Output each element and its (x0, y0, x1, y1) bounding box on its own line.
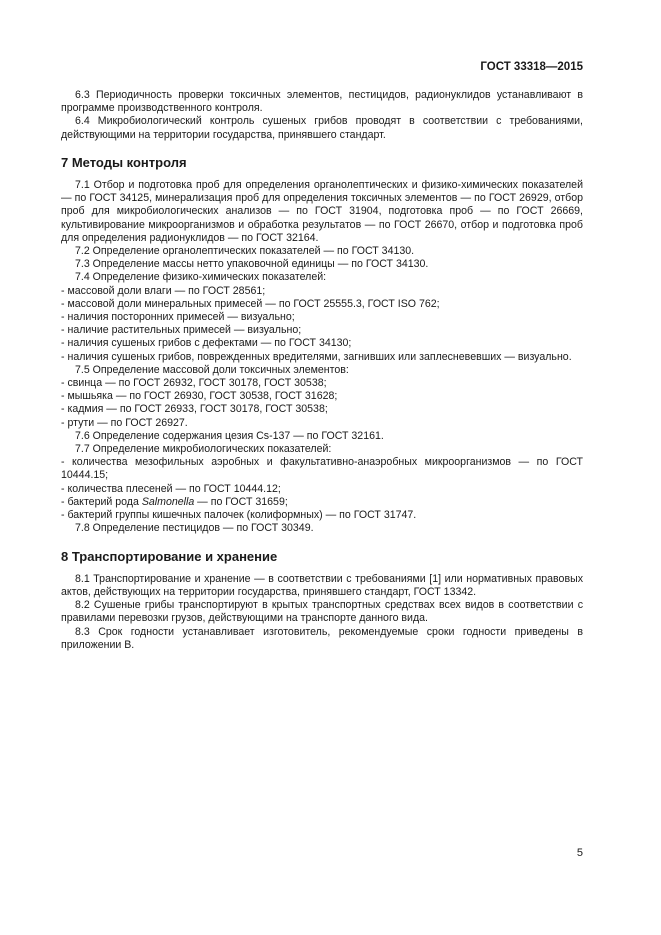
section-7-title: 7 Методы контроля (61, 154, 187, 170)
list-item: - свинца — по ГОСТ 26932, ГОСТ 30178, ГОСТ 30538; (61, 377, 327, 390)
paragraph-7-5: 7.5 Определение массовой доли токсичных элементов: (75, 363, 349, 376)
paragraph-7-8: 7.8 Определение пестицидов — по ГОСТ 30349. (75, 522, 314, 535)
list-item: - наличия сушеных грибов, поврежденных вредителями, загнивших или заплесневевших — визуально. (61, 350, 572, 363)
paragraph-8-3: 8.3 Срок годности устанавливает изготовитель, рекомендуемые сроки годности приведены в приложении В. (61, 625, 583, 651)
list-item-prefix: - бактерий рода (61, 495, 142, 508)
list-item: - массовой доли минеральных примесей — по ГОСТ 25555.3, ГОСТ ISO 762; (61, 297, 440, 310)
list-item: - наличия сушеных грибов с дефектами — по ГОСТ 34130; (61, 337, 352, 350)
paragraph-7-7: 7.7 Определение микробиологических показателей: (75, 443, 332, 456)
list-item: - наличия посторонних примесей — визуально; (61, 311, 295, 324)
paragraph-6-3: 6.3 Периодичность проверки токсичных элементов, пестицидов, радионуклидов устанавливают в программе производственного контроля. (61, 89, 583, 115)
paragraph-6-4: 6.4 Микробиологический контроль сушеных грибов проводят в соответствии с требованиями, действующими на территории государства, принявшего стандарт. (61, 115, 583, 141)
list-item: - массовой доли влаги — по ГОСТ 28561; (61, 284, 266, 297)
paragraph-7-3: 7.3 Определение массы нетто упаковочной единицы — по ГОСТ 34130. (75, 258, 429, 271)
genus-name: Salmonella (141, 495, 195, 508)
paragraph-7-4: 7.4 Определение физико-химических показателей: (75, 271, 327, 284)
paragraph-8-2: 8.2 Сушеные грибы транспортируют в крытых транспортных средствах всех видов в соответствии с правилами перевозки грузов, действующими на транспорте данного вида. (61, 599, 583, 625)
list-item: - ртути — по ГОСТ 26927. (61, 416, 188, 429)
section-8-title: 8 Транспортирование и хранение (61, 548, 278, 564)
paragraph-7-6: 7.6 Определение содержания цезия Cs-137 — по ГОСТ 32161. (75, 429, 384, 442)
list-item: - бактерий группы кишечных палочек (колиформных) — по ГОСТ 31747. (61, 509, 417, 522)
paragraph-7-1: 7.1 Отбор и подготовка проб для определения органолептических и физико-химических показателей — по ГОСТ 34125, минерализация проб для определения токсичных элементов — по ГОСТ 26929, отбор проб для микробиологических анализов — по ГОСТ 31904, подготовка проб — по ГОСТ 26669, культивирование микроорганизмов и обработка результатов — по ГОСТ 26670, отбор и подготовка проб для определения радионуклидов — по ГОСТ 32164. (61, 179, 583, 244)
paragraph-8-1: 8.1 Транспортирование и хранение — в соответствии с требованиями [1] или нормативных правовых актов, действующих на территории государства, принявшего стандарт, ГОСТ 13342. (61, 572, 583, 598)
list-item: - наличие растительных примесей — визуально; (61, 324, 302, 337)
document-id-header: ГОСТ 33318—2015 (480, 61, 583, 73)
list-item: - количества плесеней — по ГОСТ 10444.12; (61, 482, 281, 495)
page-number: 5 (576, 847, 583, 859)
paragraph-7-2: 7.2 Определение органолептических показателей — по ГОСТ 34130. (75, 245, 415, 258)
list-item-suffix: — по ГОСТ 31659; (194, 495, 288, 508)
list-item: - мышьяка — по ГОСТ 26930, ГОСТ 30538, ГОСТ 31628; (61, 390, 338, 403)
list-item (61, 496, 583, 509)
list-item: - количества мезофильных аэробных и факультативно-анаэробных микроорганизмов — по ГОСТ 10444.15; (61, 456, 583, 482)
list-item: - кадмия — по ГОСТ 26933, ГОСТ 30178, ГОСТ 30538; (61, 403, 328, 416)
document-body (61, 89, 583, 652)
